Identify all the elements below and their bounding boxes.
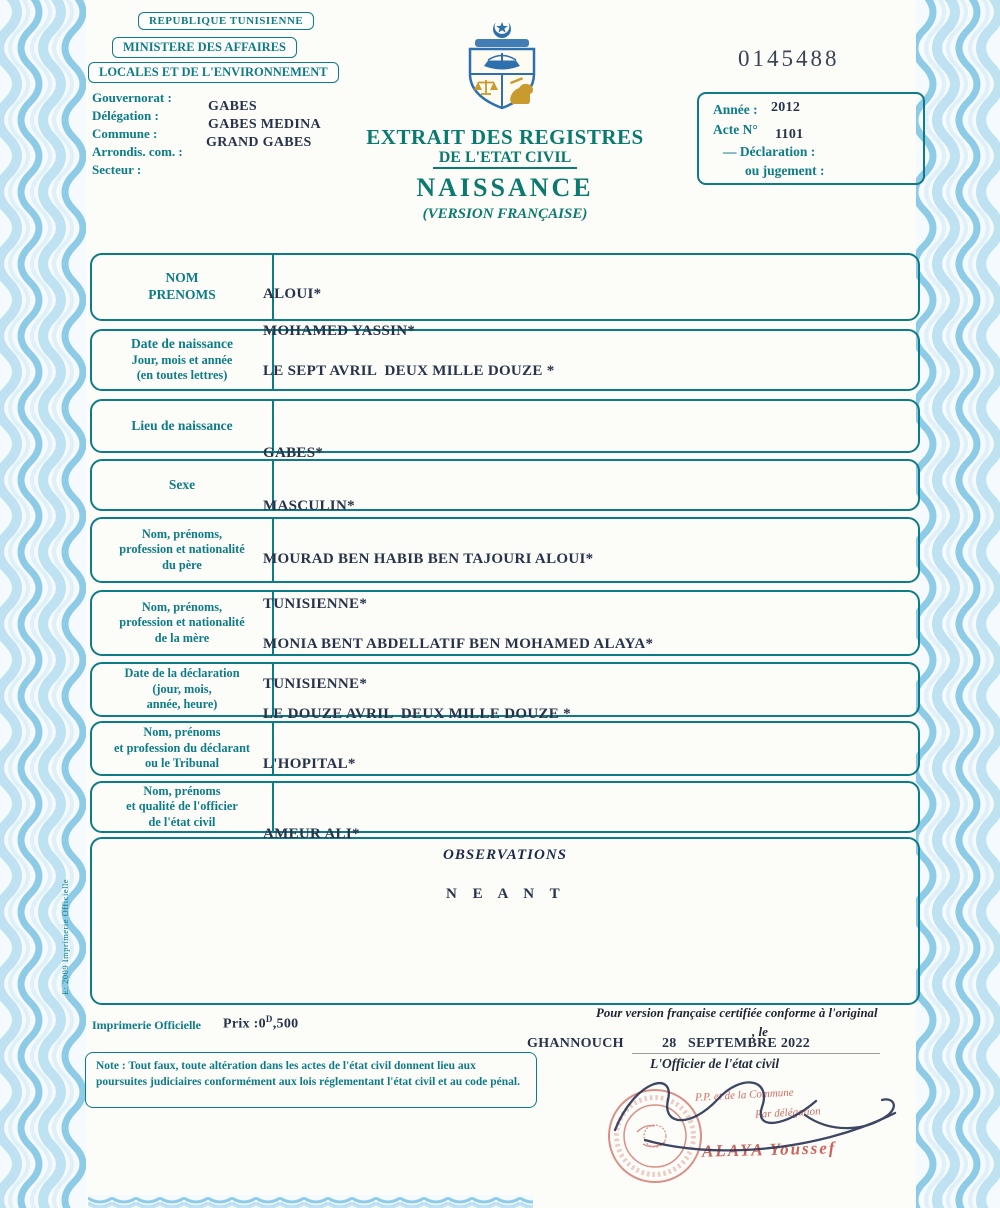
label-declaration: — Déclaration : bbox=[723, 144, 816, 159]
label-delegation: Délégation : bbox=[92, 108, 159, 123]
row-lieu-naissance bbox=[90, 399, 920, 453]
row-label-nom-prenoms bbox=[92, 255, 272, 319]
label-commune: Commune : bbox=[92, 126, 158, 141]
certification-le: , le bbox=[752, 1024, 768, 1039]
label-secteur: Secteur : bbox=[92, 162, 142, 177]
entry-nationalite-pere: TUNISIENNE* bbox=[263, 596, 368, 612]
right-border-guilloche bbox=[916, 0, 1000, 1208]
row-label-mere bbox=[92, 592, 272, 654]
price-prefix: Prix :0 bbox=[223, 1016, 266, 1032]
title-version: (VERSION FRANÇAISE) bbox=[422, 206, 588, 222]
label-line: année, heure) bbox=[146, 697, 218, 712]
date-rule bbox=[632, 1053, 880, 1054]
label-line: et profession du déclarant bbox=[113, 740, 251, 755]
value-annee: 2012 bbox=[771, 100, 801, 115]
label-line: Nom, prénoms, bbox=[141, 599, 223, 614]
certification-line: Pour version française certifiée conforme à l'original bbox=[596, 1006, 878, 1020]
row-label-officier bbox=[92, 783, 272, 831]
entry-date-declaration: LE DOUZE AVRIL DEUX MILLE DOUZE * bbox=[263, 706, 571, 722]
imprimerie-label: Imprimerie Officielle bbox=[92, 1018, 201, 1032]
side-print-reference: E: 2009 Imprimerie Officielle bbox=[60, 878, 70, 995]
label-line: Sexe bbox=[168, 476, 196, 492]
title-etat-civil-text: DE L'ETAT CIVIL bbox=[433, 149, 577, 169]
label-line: Nom, prénoms, bbox=[141, 526, 223, 541]
ministry-line1: MINISTERE DES AFFAIRES bbox=[112, 37, 297, 58]
act-reference-box bbox=[697, 92, 925, 185]
price-label bbox=[223, 1014, 298, 1033]
label-line: de l'état civil bbox=[148, 814, 216, 829]
entry-mere: MONIA BENT ABDELLATIF BEN MOHAMED ALAYA* bbox=[263, 636, 654, 652]
republic-title: REPUBLIQUE TUNISIENNE bbox=[138, 12, 314, 30]
label-line: Date de la déclaration bbox=[124, 666, 240, 681]
label-annee: Année : bbox=[713, 102, 758, 117]
legal-note-box: Note : Tout faux, toute altération dans les actes de l'état civil donnent lieu aux poursuites judiciaires conformément aux lois réglementant l'état civil et au code pénal. bbox=[85, 1052, 537, 1108]
tunisia-coat-of-arms bbox=[452, 16, 552, 120]
title-extrait: EXTRAIT DES REGISTRES bbox=[366, 125, 644, 149]
value-acte-no: 1101 bbox=[775, 127, 804, 142]
row-date-naissance bbox=[90, 329, 920, 391]
left-border-guilloche bbox=[0, 0, 86, 1208]
row-label-pere bbox=[92, 519, 272, 581]
value-delegation: GABES bbox=[208, 99, 257, 114]
label-line: PRENOMS bbox=[148, 287, 216, 302]
label-line: Lieu de naissance bbox=[131, 417, 233, 433]
label-line: de la mère bbox=[154, 630, 210, 645]
entry-officier: AMEUR ALI* bbox=[263, 826, 360, 842]
row-label-date-naissance bbox=[92, 331, 272, 389]
entry-lieu-naissance: GABES* bbox=[263, 445, 324, 461]
row-label-declarant bbox=[92, 723, 272, 774]
label-line: Date de naissance bbox=[131, 336, 233, 352]
value-commune: GABES MEDINA bbox=[208, 117, 321, 132]
price-sup: D bbox=[265, 1014, 273, 1024]
label-line: profession et nationalité bbox=[119, 542, 245, 557]
serial-number: 0145488 bbox=[738, 46, 840, 71]
label-jugement: ou jugement : bbox=[745, 163, 825, 178]
place-ghannouch: GHANNOUCH bbox=[527, 1036, 624, 1051]
entry-sexe: MASCULIN* bbox=[263, 498, 355, 514]
label-acte-no: Acte N° bbox=[713, 122, 758, 137]
stamp-signatory-name: ALAYA Youssef bbox=[701, 1138, 837, 1161]
row-pere bbox=[90, 517, 920, 583]
title-etat-civil bbox=[330, 149, 680, 167]
row-divider bbox=[272, 519, 274, 581]
certification-date: 28 SEPTEMBRE 2022 bbox=[662, 1036, 811, 1051]
bottom-border-guilloche bbox=[88, 1195, 533, 1208]
observations-title: OBSERVATIONS bbox=[443, 847, 567, 863]
observations-box bbox=[90, 837, 920, 1005]
label-line: ou le Tribunal bbox=[144, 756, 220, 771]
row-divider bbox=[272, 401, 274, 451]
title-naissance: NAISSANCE bbox=[416, 173, 594, 202]
label-line: Nom, prénoms bbox=[143, 725, 221, 740]
row-label-lieu-naissance bbox=[92, 401, 272, 451]
row-sexe bbox=[90, 459, 920, 511]
entry-declarant: L'HOPITAL* bbox=[263, 756, 356, 772]
entry-date-naissance: LE SEPT AVRIL DEUX MILLE DOUZE * bbox=[263, 363, 555, 379]
entry-observations: N E A N T bbox=[446, 886, 566, 902]
label-gouvernorat: Gouvernorat : bbox=[92, 90, 172, 105]
label-line: (jour, mois, bbox=[152, 681, 212, 696]
officer-title: L'Officier de l'état civil bbox=[650, 1056, 780, 1071]
entry-prenoms: MOHAMED YASSIN* bbox=[263, 323, 416, 339]
row-label-date-declaration bbox=[92, 664, 272, 715]
label-line: profession et nationalité bbox=[119, 615, 245, 630]
entry-nom: ALOUI* bbox=[263, 286, 322, 302]
stamp-delegation-line1: P.P. et de la Commune bbox=[694, 1086, 794, 1104]
row-divider bbox=[272, 783, 274, 831]
row-label-sexe bbox=[92, 461, 272, 509]
handwritten-signature bbox=[590, 1055, 920, 1165]
label-line: et qualité de l'officier bbox=[126, 799, 238, 814]
stamp-delegation-line2: Par délégation bbox=[754, 1105, 821, 1121]
ministry-line2: LOCALES ET DE L'ENVIRONNEMENT bbox=[88, 62, 339, 83]
entry-nationalite-mere: TUNISIENNE* bbox=[263, 676, 368, 692]
label-line: du père bbox=[162, 557, 202, 572]
price-suffix: ,500 bbox=[272, 1016, 299, 1032]
label-line: Nom, prénoms bbox=[143, 783, 221, 798]
label-line: Jour, mois et année bbox=[131, 353, 233, 368]
row-nom-prenoms bbox=[90, 253, 920, 321]
label-arrondissement: Arrondis. com. : bbox=[92, 144, 183, 159]
row-officier bbox=[90, 781, 920, 833]
label-line: NOM bbox=[165, 270, 199, 286]
value-arrondissement: GRAND GABES bbox=[206, 135, 312, 150]
label-line: (en toutes lettres) bbox=[136, 368, 228, 383]
entry-pere: MOURAD BEN HABIB BEN TAJOURI ALOUI* bbox=[263, 551, 594, 567]
row-declarant bbox=[90, 721, 920, 776]
